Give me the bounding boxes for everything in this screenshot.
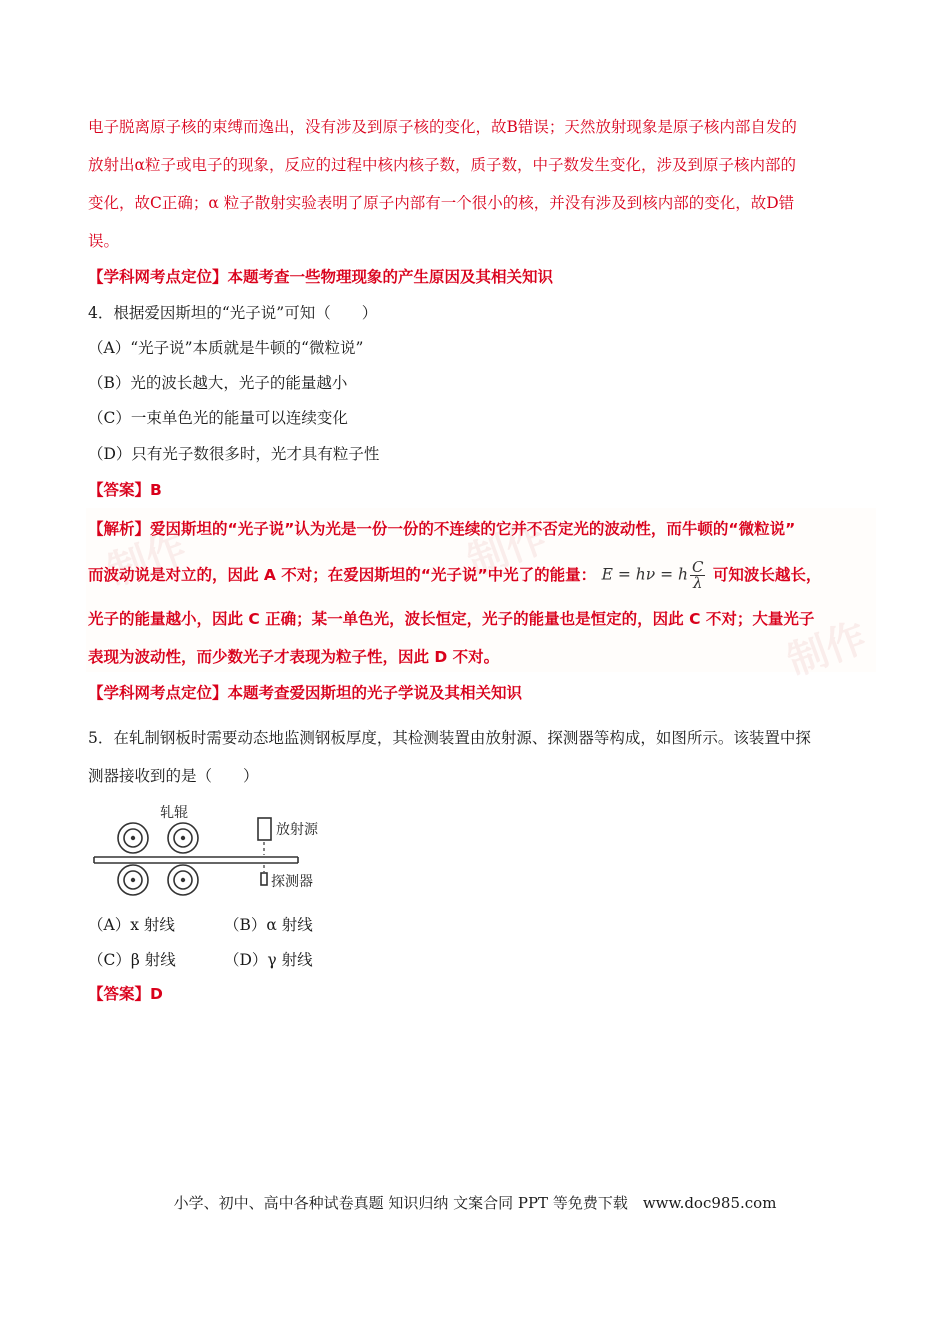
q4-analysis-line-2 xyxy=(88,560,821,591)
q4-option-d: （D）只有光子数很多时，光才具有粒子性 xyxy=(88,445,380,463)
formula-numerator: C xyxy=(691,558,704,576)
q5-stem-line-1: 5．在轧制钢板时需要动态地监测钢板厚度，其检测装置由放射源、探测器等构成，如图所示。该装置中探 xyxy=(88,729,811,747)
prev-analysis-line-1: 电子脱离原子核的束缚而逸出，没有涉及到原子核的变化，故B错误；天然放射现象是原子核内部自发的 xyxy=(88,118,797,136)
q4-analysis-line-3: 光子的能量越小，因此 C 正确；某一单色光，波长恒定，光子的能量也是恒定的，因此 C 不对；大量光子 xyxy=(88,610,815,628)
formula-denominator: λ xyxy=(692,574,703,592)
q5-option-c: （C）β 射线 xyxy=(88,951,176,969)
q5-option-d: （D）γ 射线 xyxy=(224,951,313,969)
formula-left: E = hν = h xyxy=(601,565,688,584)
watermark: 制作 xyxy=(461,514,553,586)
prev-analysis-line-2: 放射出α粒子或电子的现象，反应的过程中核内核子数，质子数，中子数发生变化，涉及到原子核内部的 xyxy=(88,156,796,174)
photon-energy-formula xyxy=(602,560,708,591)
q4-knowledge-point: 【学科网考点定位】本题考查爱因斯坦的光子学说及其相关知识 xyxy=(88,684,523,702)
prev-knowledge-point: 【学科网考点定位】本题考查一些物理现象的产生原因及其相关知识 xyxy=(88,268,554,286)
q4-analysis-line-1: 【解析】爱因斯坦的“光子说”认为光是一份一份的不连续的它并不否定光的波动性，而牛顿的“微粒说” xyxy=(88,520,796,538)
q4-analysis-line-4: 表现为波动性，而少数光子才表现为粒子性，因此 D 不对。 xyxy=(88,648,500,666)
q4-answer: 【答案】B xyxy=(88,481,162,499)
q5-answer: 【答案】D xyxy=(88,985,163,1003)
radiation-source-box xyxy=(258,818,271,840)
prev-analysis-line-4: 误。 xyxy=(88,232,120,250)
q4-analysis-line-2a: 而波动说是对立的，因此 A 不对；在爱因斯坦的“光子说”中光了的能量： xyxy=(88,566,597,584)
watermark: 制作 xyxy=(781,614,873,686)
q5-option-b: （B）α 射线 xyxy=(224,916,313,934)
detector-label: 探测器 xyxy=(271,874,313,890)
q5-option-a: （A）x 射线 xyxy=(88,916,175,934)
q4-option-b: （B）光的波长越大，光子的能量越小 xyxy=(88,374,348,392)
roller-label: 轧辊 xyxy=(160,805,188,821)
watermark: 制作 xyxy=(101,524,193,596)
rolling-mill-diagram xyxy=(88,800,348,900)
q4-option-c: （C）一束单色光的能量可以连续变化 xyxy=(88,409,348,427)
prev-analysis-line-3: 变化，故C正确；α 粒子散射实验表明了原子内部有一个很小的核，并没有涉及到核内部的变化，故D错 xyxy=(88,194,795,212)
source-label: 放射源 xyxy=(276,822,318,838)
q4-analysis-line-2b: 可知波长越长， xyxy=(712,566,822,584)
formula-fraction xyxy=(690,560,705,591)
page-footer: 小学、初中、高中各种试卷真题 知识归纳 文案合同 PPT 等免费下载 www.doc985.com xyxy=(173,1194,777,1212)
q4-option-a: （A）“光子说”本质就是牛顿的“微粒说” xyxy=(88,339,364,357)
detector-box xyxy=(261,873,267,885)
q4-stem: 4．根据爱因斯坦的“光子说”可知（ ） xyxy=(88,304,378,322)
q5-stem-line-2: 测器接收到的是（ ） xyxy=(88,767,259,785)
